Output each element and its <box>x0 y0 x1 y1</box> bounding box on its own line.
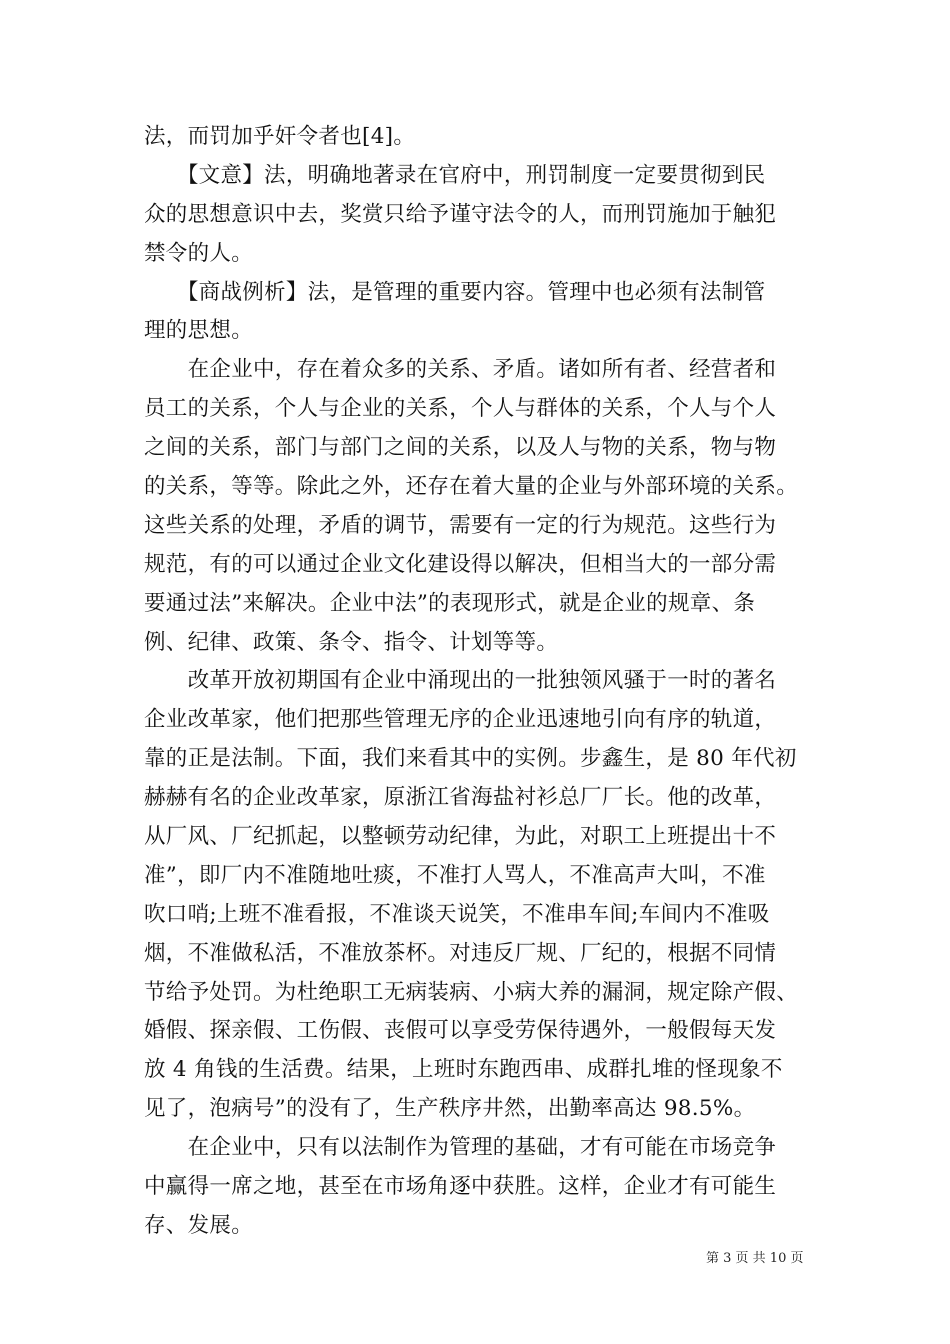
text-line: 法，而罚加乎奸令者也[4]。 <box>144 124 416 149</box>
text-line: 【商战例析】法，是管理的重要内容。管理中也必须有法制管 <box>144 279 766 305</box>
text-line: 众的思想意识中去，奖赏只给予谨守法令的人，而刑罚施加于触犯 <box>144 201 777 227</box>
text-line: 烟，不准做私活，不准放茶杯。对违反厂规、厂纪的，根据不同情 <box>144 940 777 966</box>
page-number: 第 3 页 共 10 页 <box>706 1251 804 1266</box>
text-line: 改革开放初期国有企业中涌现出的一批独领风骚于一时的著名 <box>144 668 777 694</box>
text-line: 吹口哨;上班不准看报，不准谈天说笑，不准串车间;车间内不准吸 <box>144 901 770 927</box>
text-line: 的关系，等等。除此之外，还存在着大量的企业与外部环境的关系。 <box>144 474 799 500</box>
text-line: 放 4 角钱的生活费。结果，上班时东跑西串、成群扎堆的怪现象不 <box>144 1057 783 1083</box>
text-line: 之间的关系，部门与部门之间的关系，以及人与物的关系，物与物 <box>144 435 777 461</box>
document-body <box>144 118 824 1246</box>
text-line: 从厂风、厂纪抓起，以整顿劳动纪律，为此，对职工上班提出十不 <box>144 824 777 850</box>
text-line: 婚假、探亲假、工伤假、丧假可以享受劳保待遇外，一般假每天发 <box>144 1018 777 1044</box>
text-line: 规范，有的可以通过企业文化建设得以解决，但相当大的一部分需 <box>144 551 777 577</box>
text-line: 企业改革家，他们把那些管理无序的企业迅速地引向有序的轨道， <box>144 707 777 733</box>
text-line: 见了，泡病号”的没有了，生产秩序井然，出勤率高达 98.5%。 <box>144 1096 756 1122</box>
text-line: 【文意】法，明确地著录在官府中，刑罚制度一定要贯彻到民 <box>144 162 766 188</box>
text-line: 在企业中，只有以法制作为管理的基础，才有可能在市场竞争 <box>144 1135 777 1161</box>
text-line: 节给予处罚。为杜绝职工无病装病、小病大养的漏洞，规定除产假、 <box>144 979 799 1005</box>
text-line: 准”，即厂内不准随地吐痰，不准打人骂人，不准高声大叫，不准 <box>144 862 766 888</box>
text-line: 存、发展。 <box>144 1212 254 1238</box>
text-line: 要通过法”来解决。企业中法”的表现形式，就是企业的规章、条 <box>144 590 756 616</box>
text-line: 理的思想。 <box>144 318 254 344</box>
text-line: 这些关系的处理，矛盾的调节，需要有一定的行为规范。这些行为 <box>144 512 777 538</box>
text-line: 禁令的人。 <box>144 240 254 266</box>
text-line: 中赢得一席之地，甚至在市场角逐中获胜。这样，企业才有可能生 <box>144 1174 777 1200</box>
text-line: 例、纪律、政策、条令、指令、计划等等。 <box>144 629 559 655</box>
text-line: 员工的关系，个人与企业的关系，个人与群体的关系，个人与个人 <box>144 396 777 422</box>
text-line: 靠的正是法制。下面，我们来看其中的实例。步鑫生，是 80 年代初 <box>144 746 797 772</box>
text-line: 在企业中，存在着众多的关系、矛盾。诸如所有者、经营者和 <box>144 357 777 383</box>
text-line: 赫赫有名的企业改革家，原浙江省海盐衬衫总厂厂长。他的改革， <box>144 785 777 811</box>
